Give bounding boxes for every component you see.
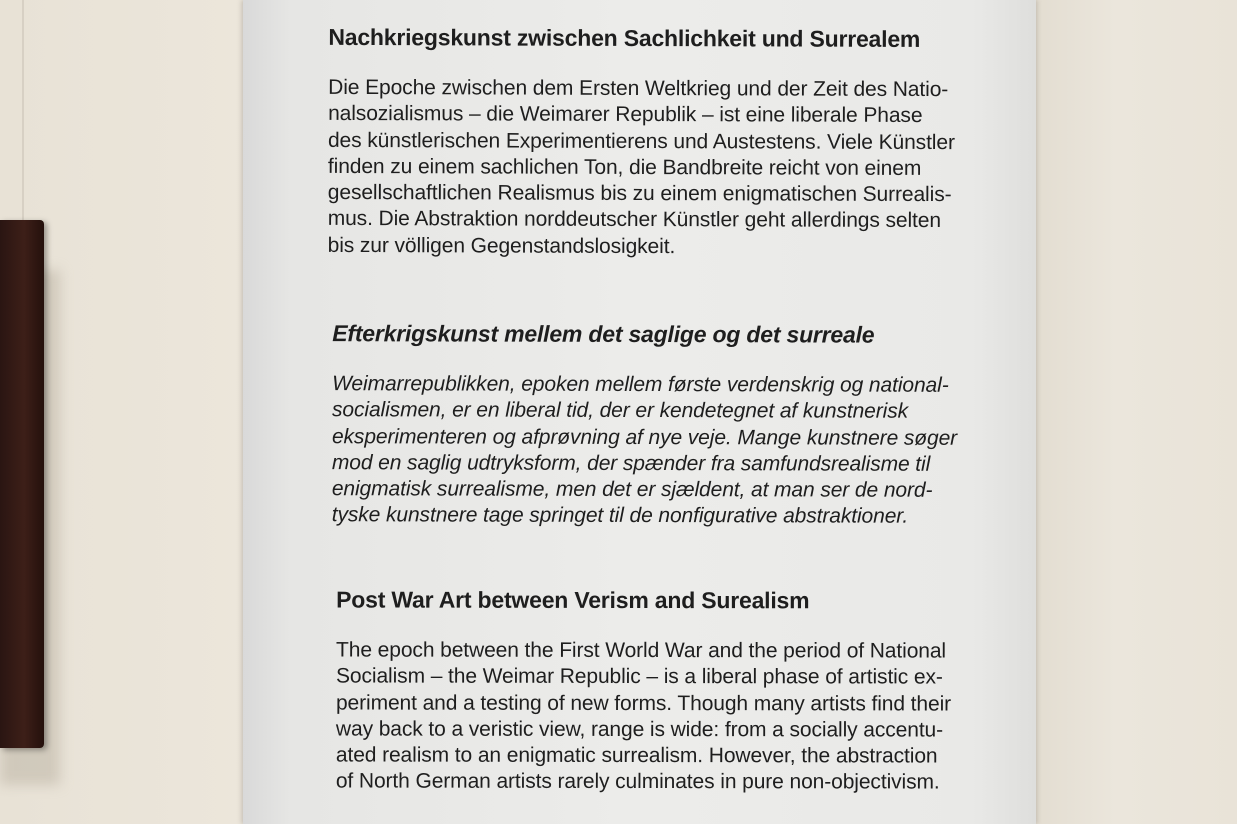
danish-line: socialismen, er en liberal tid, der er kendetegnet af kunstnerisk <box>332 398 909 423</box>
german-line: bis zur völligen Gegenstandslosigkeit. <box>327 233 676 258</box>
german-line: mus. Die Abstraktion norddeutscher Künstler geht allerdings selten <box>327 207 942 233</box>
danish-line: mod en saglig udtryksform, der spænder fra samfundsrealisme til <box>331 451 931 476</box>
danish-body <box>332 371 958 530</box>
german-line: finden zu einem sachlichen Ton, die Bandbreite reicht von einem <box>327 154 922 180</box>
wall-background <box>1035 0 1237 824</box>
danish-text-section <box>332 319 958 530</box>
picture-frame-edge <box>0 220 44 748</box>
english-line: of North German artists rarely culminates in pure non-objectivism. <box>335 769 940 795</box>
german-body <box>328 75 956 261</box>
danish-line: eksperimenteren og afprøvning af nye veje. Mange kunstnere søger <box>331 424 958 450</box>
english-line: way back to a veristic view, range is wide: from a socially accentu- <box>335 717 944 742</box>
german-line: Die Epoche zwischen dem Ersten Weltkrieg und der Zeit des Natio- <box>328 75 949 102</box>
german-line: des künstlerischen Experimentierens und Austestens. Viele Künstler <box>327 128 955 154</box>
danish-heading: Efterkrigskunst mellem det saglige og det surreale <box>332 320 875 348</box>
danish-line: tyske kunstnere tage springet til de nonfigurative abstraktioner. <box>331 503 909 529</box>
wall-edge-line <box>22 0 24 222</box>
english-body <box>336 637 951 796</box>
english-line: The epoch between the First World War and the period of National <box>336 638 947 663</box>
german-line: gesellschaftlichen Realismus bis zu einem enigmatischen Surrealis- <box>327 181 952 207</box>
danish-line: Weimarrepublikken, epoken mellem første verdenskrig og national- <box>332 372 949 397</box>
english-line: periment and a testing of new forms. Though many artists find their <box>335 691 952 716</box>
german-line: nalsozialismus – die Weimarer Republik – ist eine liberale Phase <box>328 102 923 128</box>
english-line: ated realism to an enigmatic surrealism. However, the abstraction <box>335 743 938 768</box>
english-heading: Post War Art between Verism and Surealism <box>336 586 810 614</box>
german-text-section <box>328 23 956 261</box>
german-heading: Nachkriegskunst zwischen Sachlichkeit und Surrealem <box>328 23 921 52</box>
english-line: Socialism – the Weimar Republic – is a liberal phase of artistic ex- <box>336 664 943 689</box>
danish-line: enigmatisk surrealisme, men det er sjældent, at man ser de nord- <box>331 477 933 502</box>
english-text-section <box>336 585 951 796</box>
